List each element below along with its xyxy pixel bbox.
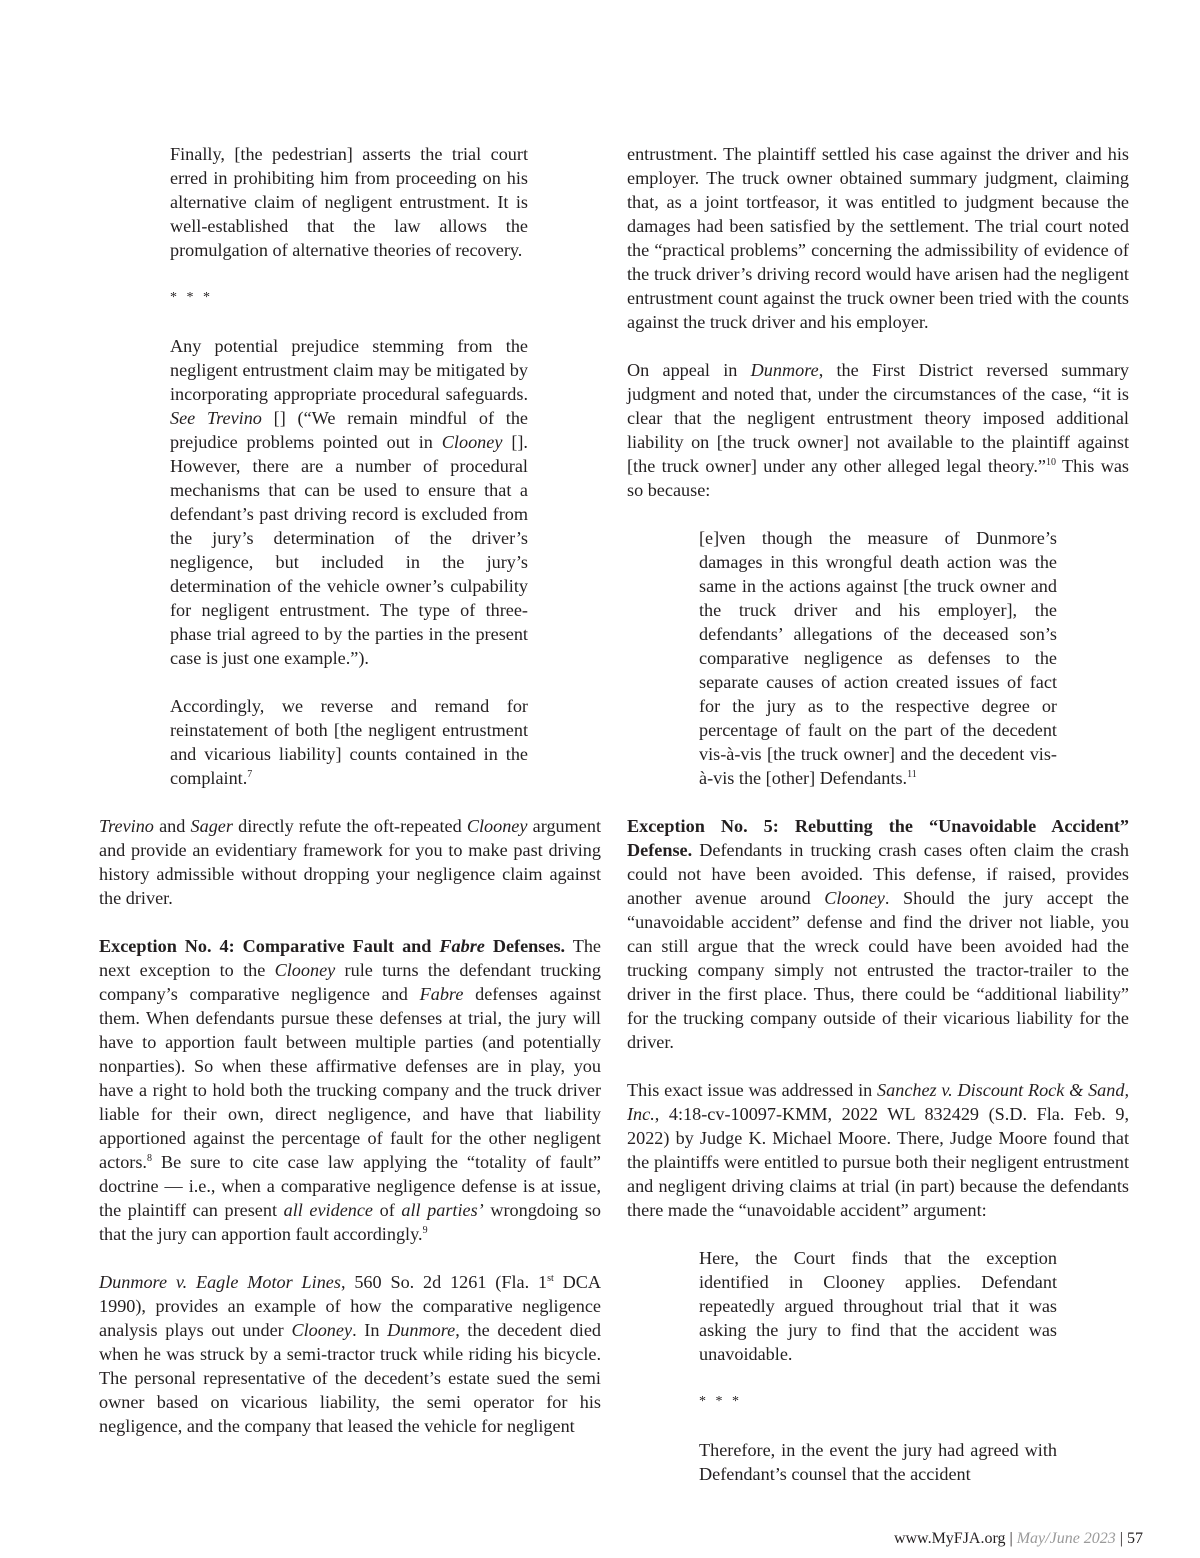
- dunmore-paragraph: Dunmore v. Eagle Motor Lines, 560 So. 2d 1261 (Fla. 1st DCA 1990), provides an example of how the comparative negligence analysis plays out under Clooney. In Dunmore, the decedent died when he was struck by a semi-tractor truck while riding his bicycle. The personal representative of the decedent’s estate sued the semi owner based on vicarious liability, the semi operator for his negligence, and the company that leased the vehicle for negligent: [99, 1272, 601, 1436]
- section-break: * * *: [699, 1394, 742, 1409]
- footer-separator: |: [1009, 1530, 1013, 1547]
- section-break: * * *: [170, 290, 213, 305]
- issue-date: May/June 2023: [1016, 1530, 1116, 1547]
- block-quote-pedestrian: [170, 142, 528, 790]
- exception-4-heading: Exception No. 4: Comparative Fault and Fabre Defenses.: [99, 936, 566, 956]
- body-paragraph: Trevino and Sager directly refute the oft-repeated Clooney argument and provide an evidentiary framework for you to make past driving history admissible without dropping your negligence claim against the driver.: [99, 816, 601, 908]
- block-quote-dunmore: [699, 526, 1057, 790]
- quote-paragraph: Therefore, in the event the jury had agreed with Defendant’s counsel that the accident: [699, 1440, 1057, 1484]
- sanchez-paragraph: This exact issue was addressed in Sanchez v. Discount Rock & Sand, Inc., 4:18-cv-10097-KMM, 2022 WL 832429 (S.D. Fla. Feb. 9, 2022) by Judge K. Michael Moore. There, Judge Moore found that the plaintiffs were entitled to pursue both their negligent entrustment and negligent driving claims at trial (in part) because the defendants there made the “unavoidable accident” argument:: [627, 1080, 1129, 1220]
- quote-paragraph: Finally, [the pedestrian] asserts the trial court erred in prohibiting him from proceeding on his alternative claim of negligent entrustment. It is well-established that the law allows the promulgation of alternative theories of recovery.: [170, 144, 528, 260]
- website-link[interactable]: www.MyFJA.org: [893, 1530, 1006, 1547]
- footnote-ref[interactable]: 11: [907, 768, 917, 780]
- exception-5-heading: Exception No. 5: Rebutting the “Unavoidable Accident” Defense.: [627, 816, 1129, 860]
- page-number: 57: [1127, 1530, 1143, 1547]
- exception-4-paragraph: Exception No. 4: Comparative Fault and Fabre Defenses. The next exception to the Clooney rule turns the defendant trucking company’s comparative negligence and Fabre defenses against them. When defendants pursue these defenses at trial, the jury will have to apportion fault between multiple parties (and potentially nonparties). So when these affirmative defenses are in play, you have a right to hold both the trucking company and the truck driver liable for their own, direct negligence, and have that liability apportioned against the percentage of fault for the other negligent actors.$^8$ Be sure to cite case law applying the “totality of fault” doctrine — i.e., when a comparative negligence defense is at issue, the plaintiff can present all evidence of all parties’ wrongdoing so that the jury can apportion fault accordingly.$^9$: [99, 936, 602, 1244]
- footnote-ref[interactable]: 9: [422, 1224, 428, 1236]
- footer-separator: |: [1119, 1530, 1123, 1547]
- block-quote-sanchez: [699, 1246, 1057, 1486]
- quote-paragraph: Any potential prejudice stemming from the negligent entrustment claim may be mitigated by incorporating appropriate procedural safeguards. See Trevino [] (“We remain mindful of the prejudice problems pointed out in Clooney []. However, there are a number of procedural mechanisms that can be used to ensure that a defendant’s past driving record is excluded from the jury’s determination of the driver’s negligence, but included in the jury’s determination of the vehicle owner’s culpability for negligent entrustment. The type of three-phase trial agreed to by the parties in the present case is just one example.”).: [170, 336, 528, 668]
- footnote-ref[interactable]: 10: [1045, 456, 1056, 468]
- quote-paragraph: Here, the Court finds that the exception identified in Clooney applies. Defendant repeatedly argued throughout trial that it was asking the jury to find that the accident was unavoidable.: [699, 1248, 1057, 1364]
- exception-5-paragraph: Exception No. 5: Rebutting the “Unavoidable Accident” Defense. Defendants in trucking crash cases often claim the crash could not have been avoided. This defense, if raised, provides another avenue around Clooney. Should the jury accept the “unavoidable accident” defense and find the driver not liable, you can still argue that the wreck could have been avoided had the trucking company simply not entrusted the tractor-trailer to the driver in the first place. Thus, there could be “additional liability” for the trucking company outside of their vicarious liability for the driver.: [627, 816, 1129, 1052]
- quote-paragraph: [e]ven though the measure of Dunmore’s damages in this wrongful death action was the same in the actions against [the truck owner and the truck driver and his employer], the defendants’ allegations of the deceased son’s comparative negligence as defenses to the separate causes of action created issues of fact for the jury as to the respective degree or percentage of fault on the part of the decedent vis-à-vis [the truck owner] and the decedent vis-à-vis the [other] Defendants.$^{11}$: [699, 528, 1057, 788]
- page-footer: [894, 1530, 1143, 1548]
- footnote-ref[interactable]: 7: [247, 768, 253, 780]
- footnote-ref[interactable]: 8: [146, 1152, 152, 1164]
- right-column: [627, 142, 1129, 1486]
- left-column: [99, 142, 601, 1438]
- body-paragraph: entrustment. The plaintiff settled his case against the driver and his employer. The truck owner obtained summary judgment, claiming that, as a joint tortfeasor, it was entitled to judgment because the damages had been satisfied by the settlement. The trial court noted the “practical problems” concerning the admissibility of evidence of the truck driver’s driving record would have arisen had the negligent entrustment count against the truck owner been tried with the counts against the truck driver and his employer.: [627, 144, 1129, 332]
- quote-paragraph: Accordingly, we reverse and remand for reinstatement of both [the negligent entrustment and vicarious liability] counts contained in the complaint.$^7$: [170, 696, 528, 788]
- body-paragraph: On appeal in Dunmore, the First District reversed summary judgment and noted that, under the circumstances of the case, “it is clear that the negligent entrustment theory imposed additional liability on [the truck owner] not available to the plaintiff against [the truck owner] under any other alleged legal theory.”$^{10}$ This was so because:: [627, 360, 1129, 500]
